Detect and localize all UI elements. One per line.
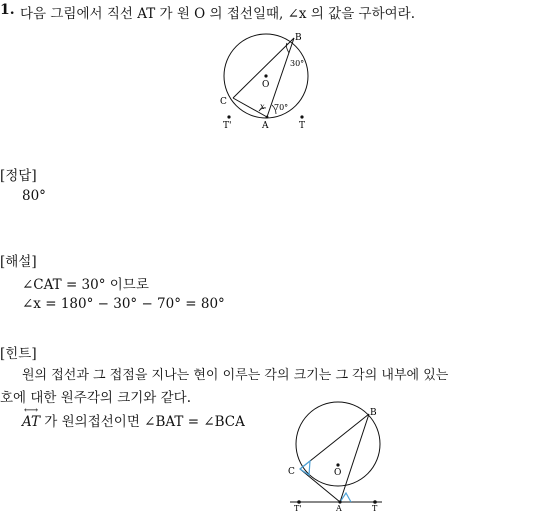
hint-text-line-2: 호에 대한 원주각의 크기와 같다. [0,390,191,406]
figure-1-label-t-prime: T' [223,121,232,131]
figure-2-label-c: C [288,467,295,477]
question-text: 다음 그림에서 직선 AT 가 원 O 의 접선일때, ∠x 의 값을 구하여라. [20,6,415,22]
tangent-line-symbol [22,405,41,430]
figure-1-point-a [266,116,269,119]
figure-1-center-dot [264,74,267,77]
figure-2-label-t: T [372,504,378,512]
figure-2-chord-ab [340,414,369,502]
figure-2-label-b: B [370,408,377,418]
tangent-line-name: AT [22,414,41,430]
explanation-label: [해설] [0,254,37,270]
answer-label: [정답] [0,168,37,184]
figure-1-label-b: B [295,33,302,43]
figure-1 [214,28,324,138]
hint-formula-rest: 가 원의접선이면 ∠BAT = ∠BCA [40,414,245,430]
explanation-line-2: ∠x = 180° − 30° − 70° = 80° [22,296,225,312]
figure-1-label-t: T [299,121,306,131]
figure-2-center-dot [336,463,339,466]
figure-2-label-o: O [334,468,342,478]
figure-1-point-t [300,115,303,118]
figure-2-angle-c-mark [300,461,310,475]
figure-2-label-a: A [336,504,342,512]
hint-formula [22,405,245,430]
answer-value: 80° [22,188,46,204]
figure-1-point-t-prime [227,115,230,118]
figure-1-label-o: O [262,80,270,90]
figure-1-angle-a-label: 70° [274,103,289,112]
figure-2-label-t-prime: T' [294,504,302,512]
figure-2 [282,397,387,512]
figure-1-angle-b-label: 30° [290,59,305,68]
hint-text-line-1: 원의 접선과 그 접점을 지나는 현이 이루는 각의 크기는 그 각의 내부에 있는 [22,368,449,383]
double-arrow-icon: ⟷ [23,405,39,416]
figure-1-label-a: A [262,121,269,131]
hint-label: [힌트] [0,346,37,362]
question-number: 1. [0,2,15,18]
figure-1-angle-x-label: x [260,102,265,111]
explanation-line-1: ∠CAT = 30° 이므로 [22,277,149,293]
figure-1-label-c: C [220,97,227,107]
